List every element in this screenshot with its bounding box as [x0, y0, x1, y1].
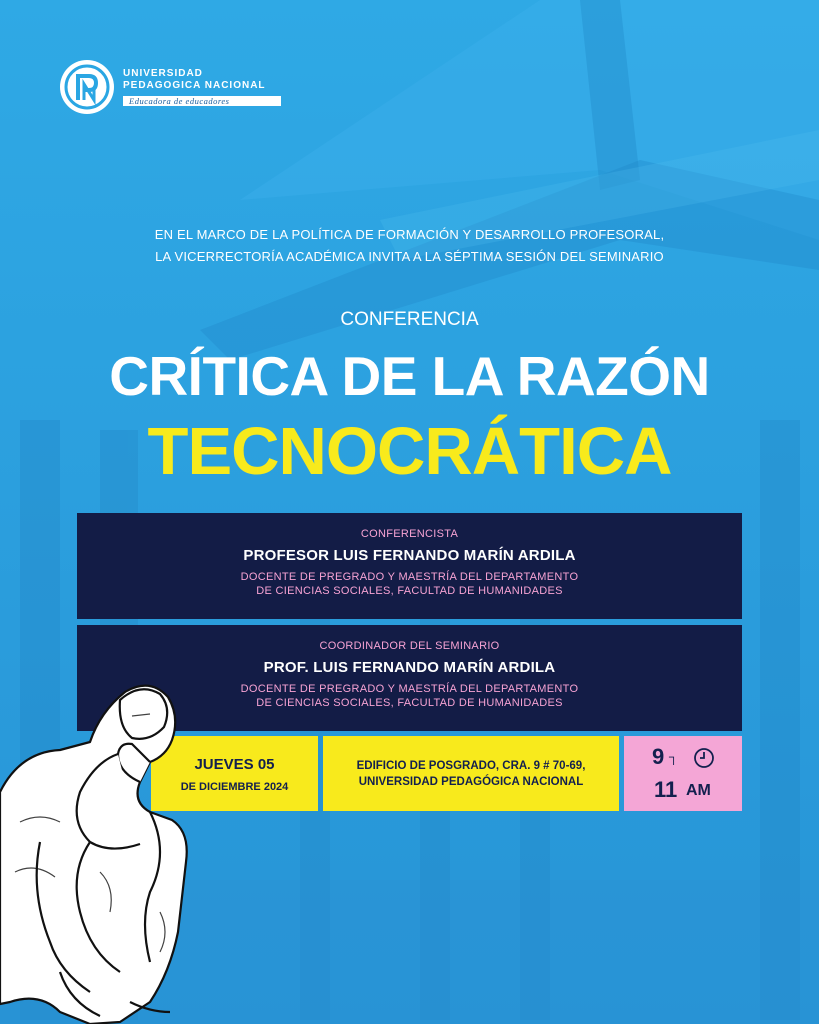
event-month-year: DE DICIEMBRE 2024 — [180, 781, 289, 793]
event-day: JUEVES 05 — [194, 756, 275, 773]
coordinator-desc-line-2: DE CIENCIAS SOCIALES, FACULTAD DE HUMANIDADES — [256, 697, 563, 709]
time-end: 11 — [654, 777, 678, 802]
location-line-1: EDIFICIO DE POSGRADO, CRA. 9 # 70-69, — [356, 760, 586, 772]
intro-text — [0, 224, 819, 268]
university-logo-icon — [58, 58, 116, 116]
institution-tagline: Educadora de educadores — [123, 96, 281, 106]
event-title-line-2: TECNOCRÁTICA — [147, 414, 672, 489]
event-type: CONFERENCIA — [340, 309, 479, 330]
speaker-name: PROFESOR LUIS FERNANDO MARÍN ARDILA — [243, 547, 576, 564]
speaker-desc-line-1: DOCENTE DE PREGRADO Y MAESTRÍA DEL DEPARTAMENTO — [240, 571, 579, 583]
event-title-line-1: CRÍTICA DE LA RAZÓN — [109, 345, 710, 407]
location-line-2: UNIVERSIDAD PEDAGÓGICA NACIONAL — [358, 776, 584, 788]
time-box — [624, 736, 742, 811]
location-box — [323, 736, 619, 811]
university-logo — [58, 58, 283, 116]
speaker-desc-line-2: DE CIENCIAS SOCIALES, FACULTAD DE HUMANIDADES — [256, 585, 563, 597]
speaker-panel — [77, 513, 742, 619]
time-start: 9 — [652, 744, 665, 769]
speaker-role: CONFERENCISTA — [360, 528, 459, 540]
institution-name: UNIVERSIDAD PEDAGOGICA NACIONAL — [123, 68, 266, 91]
time-separator: ┐ — [669, 749, 679, 764]
time-ampm: AM — [686, 782, 711, 799]
thinker-statue-illustration — [0, 672, 200, 1024]
coordinator-desc-line-1: DOCENTE DE PREGRADO Y MAESTRÍA DEL DEPARTAMENTO — [240, 683, 579, 695]
coordinator-role: COORDINADOR DEL SEMINARIO — [319, 640, 500, 652]
speaker-description — [77, 570, 742, 598]
intro-line-2: LA VICERRECTORÍA ACADÉMICA INVITA A LA SÉPTIMA SESIÓN DEL SEMINARIO — [155, 249, 664, 264]
intro-line-1: EN EL MARCO DE LA POLÍTICA DE FORMACIÓN Y DESARROLLO PROFESORAL, — [154, 227, 665, 242]
clock-icon — [693, 747, 715, 769]
coordinator-name: PROF. LUIS FERNANDO MARÍN ARDILA — [263, 659, 556, 676]
